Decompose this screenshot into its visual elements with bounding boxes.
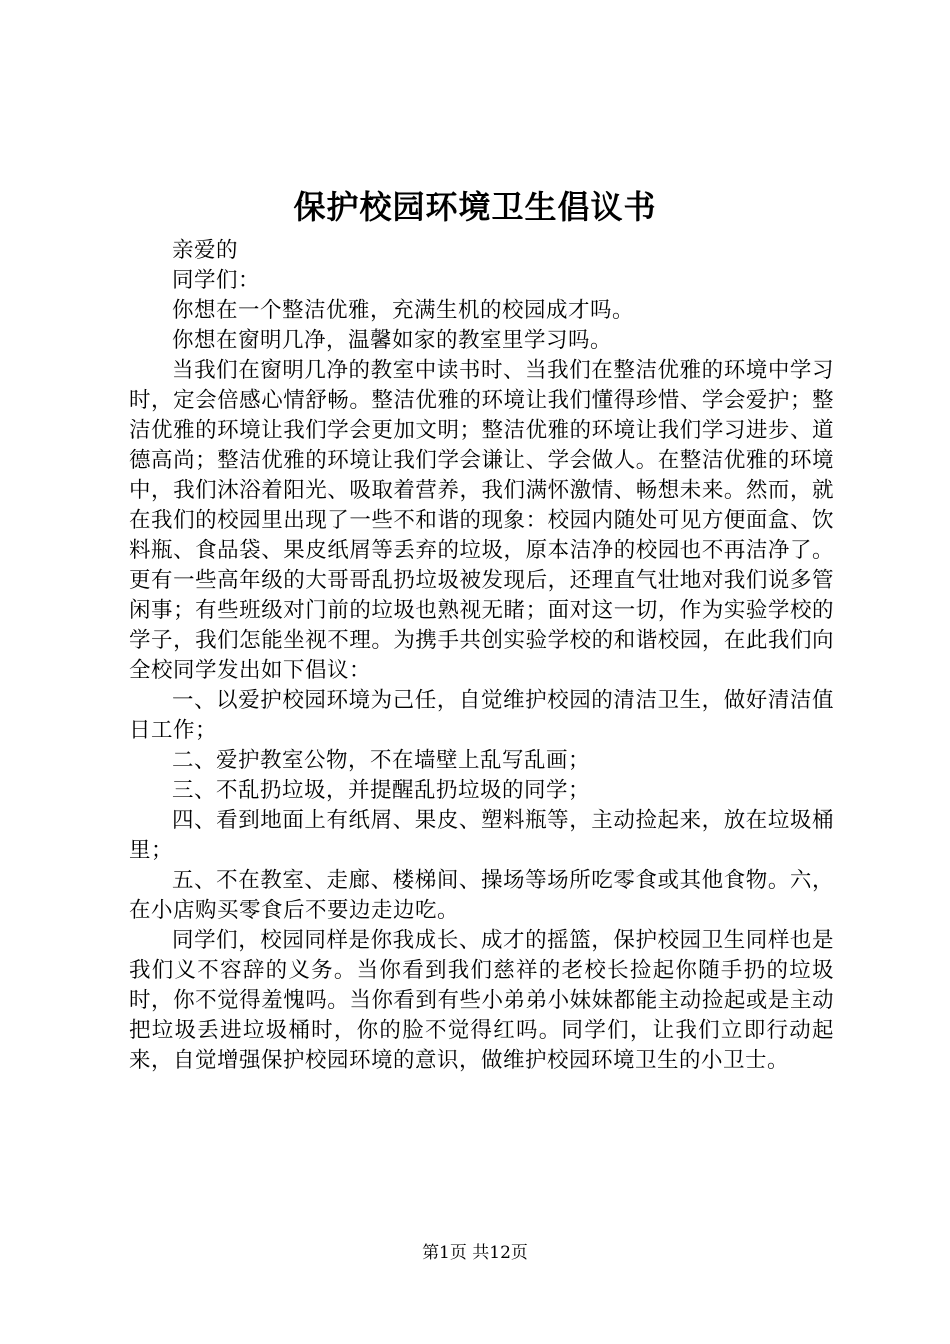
body-paragraph-main: 当我们在窗明几净的教室中读书时、当我们在整洁优雅的环境中学习时，定会倍感心情舒畅。整洁优雅的环境让我们懂得珍惜、学会爱护；整洁优雅的环境让我们学会更加文明；整洁优雅的环境让我们学习进步、道德高尚；整洁优雅的环境让我们学会谦让、学会做人。在整洁优雅的环境中，我们沐浴着阳光、吸取着营养，我们满怀激情、畅想未来。然而，就在我们的校园里出现了一些不和谐的现象：校园内随处可见方便面盒、饮料瓶、食品袋、果皮纸屑等丢弃的垃圾，原本洁净的校园也不再洁净了。更有一些高年级的大哥哥乱扔垃圾被发现后，还理直气壮地对我们说多管闲事；有些班级对门前的垃圾也熟视无睹；面对这一切，作为实验学校的学子，我们怎能坐视不理。为携手共创实验学校的和谐校园，在此我们向全校同学发出如下倡议：	[129, 358, 834, 683]
proposal-item-1: 一、以爱护校园环境为己任，自觉维护校园的清洁卫生，做好清洁值日工作；	[129, 688, 834, 743]
proposal-item-2: 二、爱护教室公物，不在墙壁上乱写乱画；	[172, 748, 591, 773]
question-paragraph-2: 你想在窗明几净，温馨如家的教室里学习吗。	[172, 328, 613, 353]
page-number-footer: 第1页 共12页	[422, 1243, 528, 1263]
salutation-line-1: 亲爱的	[172, 238, 239, 263]
document-title: 保护校园环境卫生倡议书	[293, 188, 657, 226]
closing-paragraph: 同学们，校园同样是你我成长、成才的摇篮，保护校园卫生同样也是我们义不容辞的义务。当你看到我们慈祥的老校长捡起你随手扔的垃圾时，你不觉得羞愧吗。当你看到有些小弟弟小妹妹都能主动捡起或是主动把垃圾丢进垃圾桶时，你的脸不觉得红吗。同学们，让我们立即行动起来，自觉增强保护校园环境的意识，做维护校园环境卫生的小卫士。	[129, 928, 834, 1073]
proposal-item-4: 四、看到地面上有纸屑、果皮、塑料瓶等，主动捡起来，放在垃圾桶里；	[129, 808, 834, 863]
proposal-item-5: 五、不在教室、走廊、楼梯间、操场等场所吃零食或其他食物。六，在小店购买零食后不要边走边吃。	[129, 868, 834, 923]
document-body	[129, 236, 834, 1076]
question-paragraph-1: 你想在一个整洁优雅，充满生机的校园成才吗。	[172, 298, 635, 323]
proposal-item-3: 三、不乱扔垃圾，并提醒乱扔垃圾的同学；	[172, 778, 591, 803]
salutation-line-2: 同学们：	[172, 268, 261, 293]
